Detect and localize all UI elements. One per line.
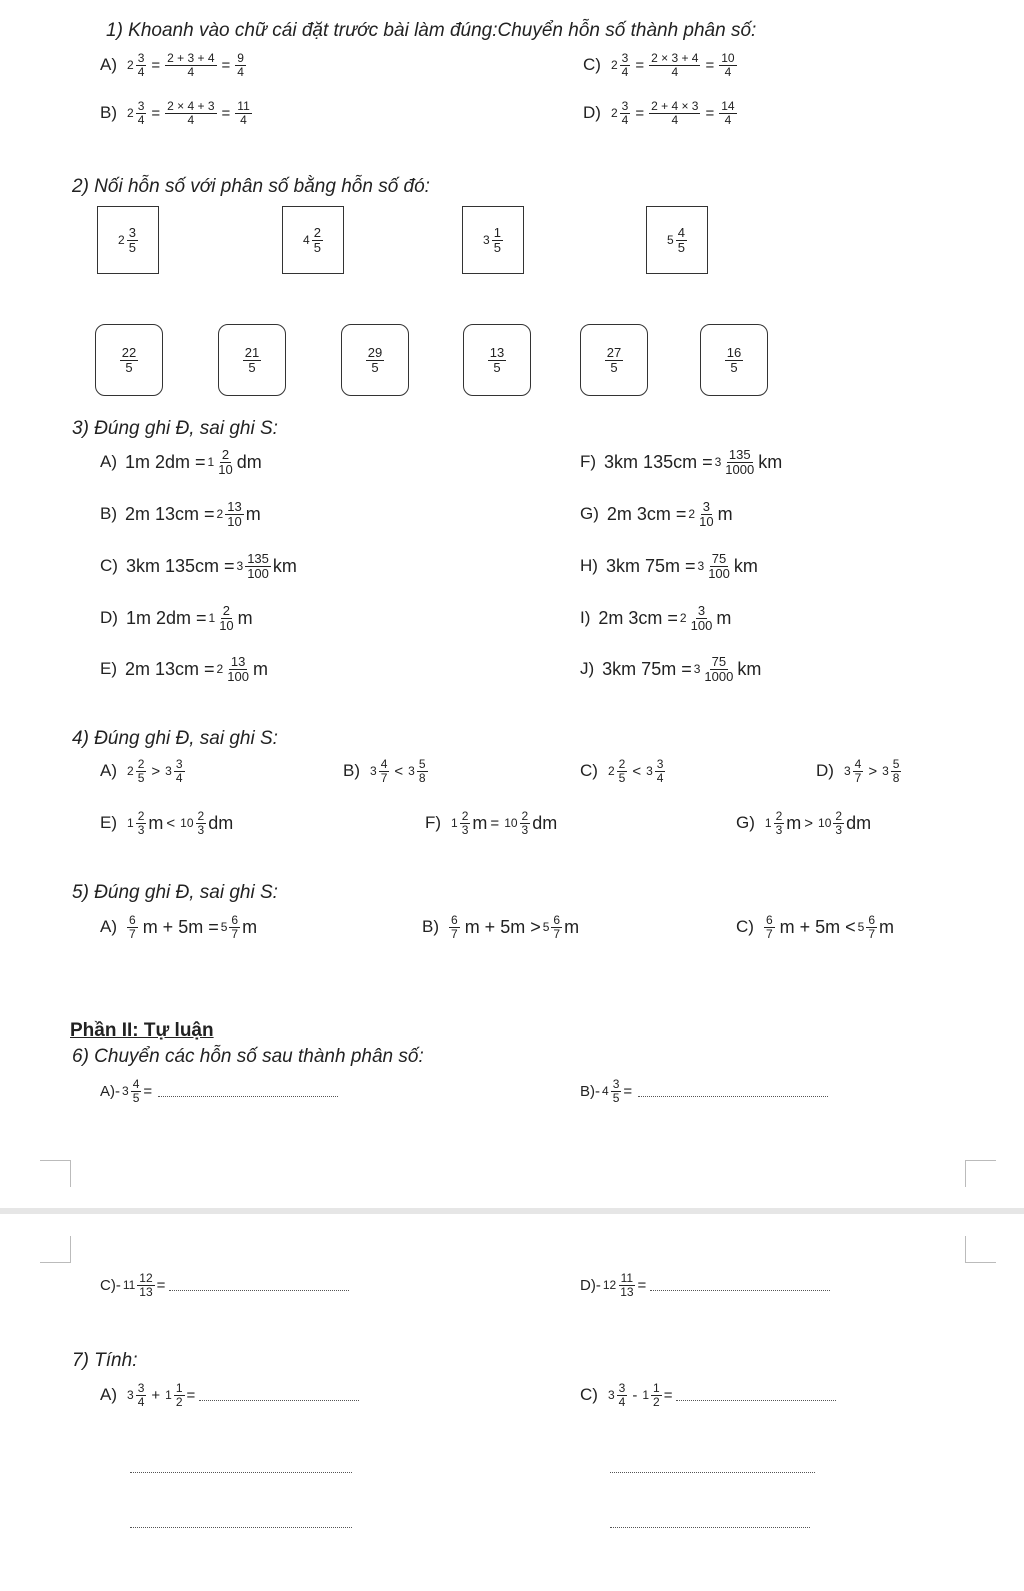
answer-blank[interactable] <box>199 1390 359 1401</box>
q5-item[interactable]: A) 6 7 m + 5m = 5 6 7 m <box>100 913 258 941</box>
answer-blank[interactable] <box>130 1517 352 1528</box>
q6-item[interactable]: C)- 11 $\frac{12}{13}$ = <box>100 1272 349 1298</box>
q1-title: 1) Khoanh vào chữ cái đặt trước bài làm đúng:Chuyển hỗn số thành phân số: <box>106 20 757 41</box>
page-corner-mark <box>40 1236 71 1263</box>
q7-item[interactable]: C) 3 3 4 - 1 $\frac{1}{2}$ = <box>580 1382 836 1408</box>
q7-title: 7) Tính: <box>72 1350 138 1371</box>
q4-title: 4) Đúng ghi Đ, sai ghi S: <box>72 728 278 749</box>
answer-blank[interactable] <box>610 1517 810 1528</box>
page-corner-mark <box>40 1160 71 1187</box>
q4-item[interactable]: E) 1 2 3 m < 10 2 3 dm <box>100 809 234 837</box>
q3-title: 3) Đúng ghi Đ, sai ghi S: <box>72 418 278 439</box>
q6-item[interactable]: A)- 3 $\frac{4}{5}$ = <box>100 1078 338 1104</box>
q1-option-d[interactable]: D) 2 $\frac{3}{4}$ = $\frac{2 + 4 \times 3}{4}$ = $\frac{14}{4}$ <box>583 99 735 127</box>
part2-title: Phần II: Tự luận <box>70 1020 214 1041</box>
q3-item[interactable]: E) 2m 13cm = 2 13 100 m <box>100 654 268 684</box>
page-corner-mark <box>965 1236 996 1263</box>
q3-item[interactable]: A) 1m 2dm = 1 2 10 dm <box>100 447 262 477</box>
q4-item[interactable]: F) 1 2 3 m = 10 2 3 dm <box>425 809 558 837</box>
q1-option-b[interactable]: B) 2 $\frac{3}{4}$ = $\frac{2 \times 4 + 3}{4}$ = $\frac{11}{4}$ <box>100 99 250 127</box>
mixed-number-box[interactable]: 2 3 5 <box>97 206 159 274</box>
fraction-box[interactable]: 13 5 <box>463 324 531 396</box>
q6-title: 6) Chuyển các hỗn số sau thành phân số: <box>72 1046 424 1067</box>
q3-item[interactable]: B) 2m 13cm = 2 13 10 m <box>100 499 261 529</box>
q4-item[interactable]: D) 3 4 7 > 3 5 8 <box>816 757 900 785</box>
answer-blank[interactable] <box>158 1086 338 1097</box>
q3-item[interactable]: D) 1m 2dm = 1 2 10 m <box>100 603 253 633</box>
q5-item[interactable]: C) 6 7 m + 5m < 5 6 7 m <box>736 913 895 941</box>
mixed-number-box[interactable]: 3 1 5 <box>462 206 524 274</box>
q6-item[interactable]: B)- 4 $\frac{3}{5}$ = <box>580 1078 828 1104</box>
page-corner-mark <box>965 1160 996 1187</box>
q4-item[interactable]: C) 2 2 5 < 3 3 4 <box>580 757 664 785</box>
q1-option-a[interactable]: A) 2 $\frac{3}{4}$ = $\frac{2 + 3 + 4}{4}$ = $\frac{9}{4}$ <box>100 51 244 79</box>
fraction-box[interactable]: 21 5 <box>218 324 286 396</box>
answer-blank[interactable] <box>130 1462 352 1473</box>
q3-item[interactable]: F) 3km 135cm = 3 135 1000 km <box>580 447 783 477</box>
mixed-number-box[interactable]: 5 4 5 <box>646 206 708 274</box>
fraction-box[interactable]: 27 5 <box>580 324 648 396</box>
q4-item[interactable]: B) 3 4 7 < 3 5 8 <box>343 757 426 785</box>
fraction-box[interactable]: 29 5 <box>341 324 409 396</box>
q7-item[interactable]: A) 3 3 4 + 1 $\frac{1}{2}$ = <box>100 1382 359 1408</box>
answer-blank[interactable] <box>676 1390 836 1401</box>
q3-item[interactable]: H) 3km 75m = 3 75 100 km <box>580 551 758 581</box>
q3-item[interactable]: J) 3km 75m = 3 75 1000 km <box>580 654 762 684</box>
answer-blank[interactable] <box>638 1086 828 1097</box>
mixed-number-box[interactable]: 4 2 5 <box>282 206 344 274</box>
q5-item[interactable]: B) 6 7 m + 5m > 5 6 7 m <box>422 913 580 941</box>
page-separator <box>0 1208 1024 1214</box>
q3-item[interactable]: C) 3km 135cm = 3 135 100 km <box>100 551 297 581</box>
q6-item[interactable]: D)- 12 $\frac{11}{13}$ = <box>580 1272 830 1298</box>
answer-blank[interactable] <box>650 1280 830 1291</box>
q4-item[interactable]: A) 2 2 5 > 3 3 4 <box>100 757 183 785</box>
q2-title: 2) Nối hỗn số với phân số bằng hỗn số đó: <box>72 176 430 197</box>
q4-item[interactable]: G) 1 2 3 m > 10 2 3 dm <box>736 809 872 837</box>
fraction-box[interactable]: 22 5 <box>95 324 163 396</box>
q3-item[interactable]: I) 2m 3cm = 2 3 100 m <box>580 603 732 633</box>
q3-item[interactable]: G) 2m 3cm = 2 3 10 m <box>580 499 733 529</box>
answer-blank[interactable] <box>610 1462 815 1473</box>
fraction-box[interactable]: 16 5 <box>700 324 768 396</box>
q5-title: 5) Đúng ghi Đ, sai ghi S: <box>72 882 278 903</box>
answer-blank[interactable] <box>169 1280 349 1291</box>
q1-option-c[interactable]: C) 2 $\frac{3}{4}$ = $\frac{2 \times 3 + 4}{4}$ = $\frac{10}{4}$ <box>583 51 735 79</box>
